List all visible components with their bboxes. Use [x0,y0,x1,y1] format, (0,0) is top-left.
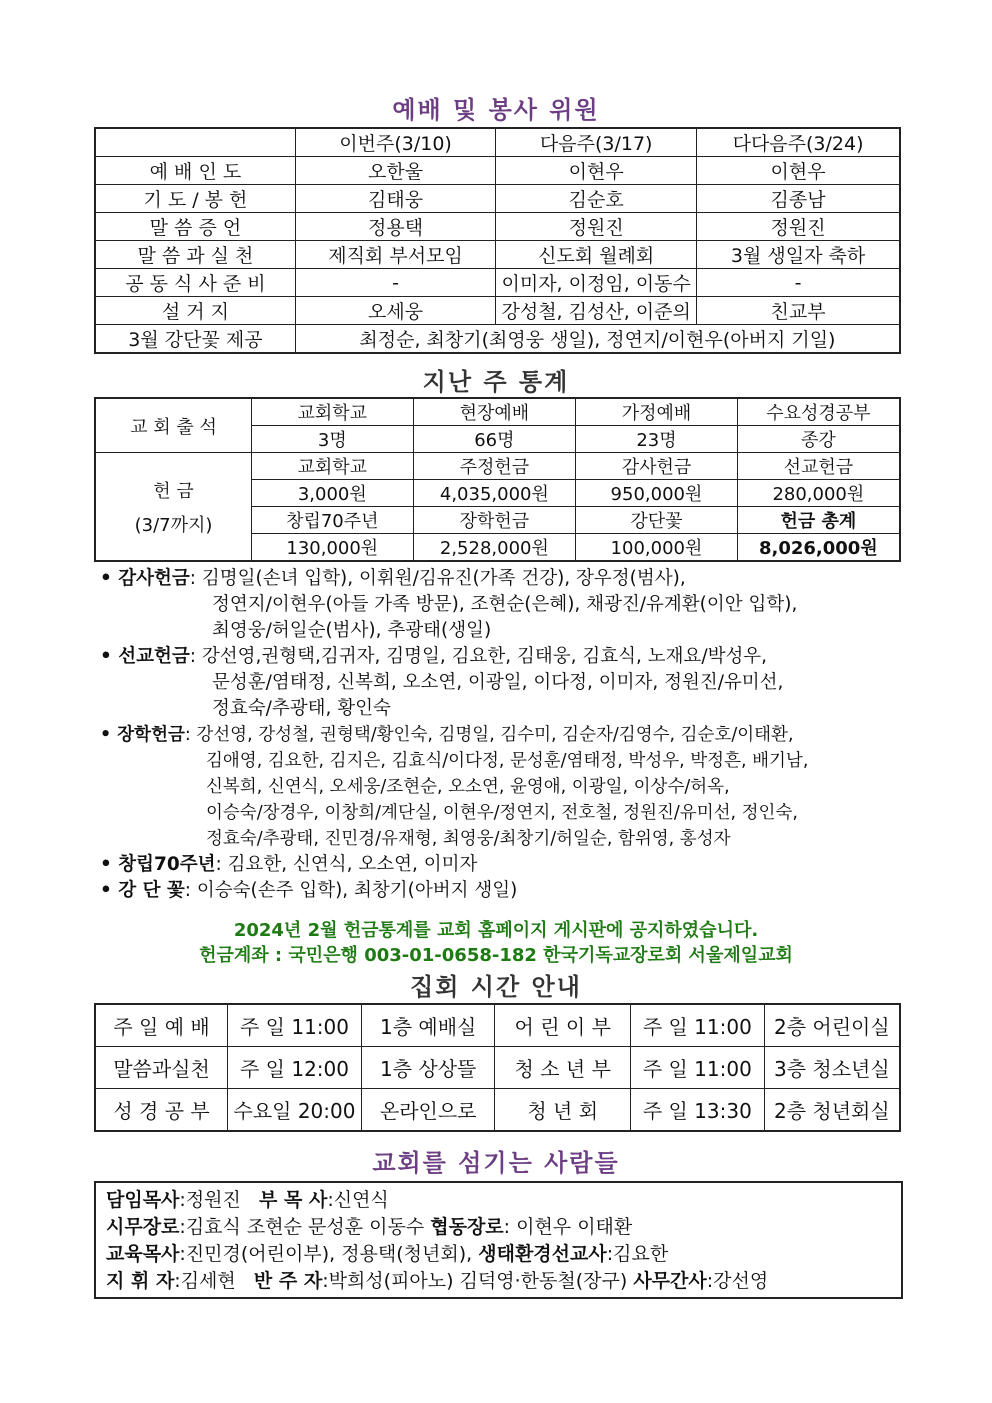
worship-table [94,127,901,354]
notice-line-2: 헌금계좌 : 국민은행 003-01-0658-182 한국기독교장로회 서울제일교회 [199,945,793,966]
staff-line: 담임목사:정원진 부 목 사:신연식 [106,1189,389,1211]
table-row: 3명 66명 23명 종강 [95,426,900,453]
table-row: 말씀과실천 주 일 12:00 1층 상상뜰 청 소 년 부 주 일 11:00 3층 청소년실 [95,1047,900,1089]
row-label: 기 도 / 봉 헌 [95,185,295,213]
total-label: 헌금 총계 [737,507,900,534]
donation-list [100,566,910,904]
table-row: 헌 금 (3/7까지) 교회학교 주정헌금 감사헌금 선교헌금 [95,453,900,480]
table-row: 말 씀 증 언 정용택 정원진 정원진 [95,213,900,241]
row-label: 3월 강단꽃 제공 [95,325,295,354]
list-item: • 강 단 꽃: 이승숙(손주 입학), 최창기(아버지 생일) [100,880,518,901]
staff-line: 지 휘 자:김세현 반 주 자:박희성(피아노) 김덕영·한동철(장구) 사무간사:강선영 [106,1270,769,1292]
list-item: • 감사헌금: 김명일(손녀 입학), 이휘원/김유진(가족 건강), 장우정(범사), 정연지/이현우(아들 가족 방문), 조현순(은혜), 채광진/유계환(이안 입학), 최영웅/허일순(범사), 추광태(생일) [100,568,798,641]
table-row: 130,000원 2,528,000원 100,000원 8,026,000원 [95,534,900,562]
stats-title: 지난 주 통계 [422,368,570,396]
table-row: 주 일 예 배 주 일 11:00 1층 예배실 어 린 이 부 주 일 11:00 2층 어린이실 [95,1004,900,1047]
worship-title: 예배 및 봉사 위원 [392,96,600,124]
column-header: 이번주(3/10) [295,128,495,157]
staff-line: 시무장로:김효식 조현순 문성훈 이동수 협동장로: 이현우 이태환 [106,1216,633,1238]
staff-title: 교회를 섬기는 사람들 [372,1149,620,1177]
list-item: • 장학헌금: 강선영, 강성철, 권형택/황인숙, 김명일, 김수미, 김순자/김영수, 김순호/이태환, 김애영, 김요한, 김지은, 김효식/이다정, 문성훈/염태정, 박성우, 박정흔, 배기남, 신복희, 신연식, 오세웅/조현순, 오소연, 윤영애, 이광일, 이상수/허옥, 이승숙/장경우, 이창희/계단실, 이현우/정연지, 전호철, 정원진/유미선, 정인숙, 정효숙/추광태, 진민경/유재형, 최영웅/최창기/허일순, 함위영, 홍성자 [100,725,809,849]
staff-box [94,1181,903,1299]
notice-line-1: 2024년 2월 헌금통계를 교회 홈페이지 게시판에 공지하였습니다. [233,920,759,941]
offering-label: 헌 금 (3/7까지) [95,453,252,562]
row-label: 예 배 인 도 [95,157,295,185]
table-row: 예 배 인 도 오한울 이현우 이현우 [95,157,900,185]
table-row: 성 경 공 부 수요일 20:00 온라인으로 청 년 회 주 일 13:30 2층 청년회실 [95,1089,900,1132]
table-row: 3,000원 4,035,000원 950,000원 280,000원 [95,480,900,507]
column-header: 다다음주(3/24) [697,128,900,157]
table-row: 설 거 지 오세웅 강성철, 김성산, 이준의 친교부 [95,297,900,325]
column-header: 다음주(3/17) [496,128,697,157]
table-row [95,128,900,157]
attendance-label: 교 회 출 석 [95,398,252,453]
table-row: 교 회 출 석 교회학교 현장예배 가정예배 수요성경공부 [95,398,900,426]
staff-line: 교육목사:진민경(어린이부), 정용택(청년회), 생태환경선교사:김요한 [106,1243,669,1265]
table-row: 창립70주년 장학헌금 강단꽃 헌금 총계 [95,507,900,534]
table-row: 공 동 식 사 준 비 - 이미자, 이정임, 이동수 - [95,269,900,297]
list-item: • 선교헌금: 강선영,권형택,김귀자, 김명일, 김요한, 김태웅, 김효식, 노재요/박성우, 문성훈/염태정, 신복희, 오소연, 이광일, 이다정, 이미자, 정원진/유미선, 정효숙/추광태, 황인숙 [100,646,784,719]
table-row [95,325,900,354]
row-label: 설 거 지 [95,297,295,325]
stats-table [94,397,901,562]
row-label: 말 씀 증 언 [95,213,295,241]
total-value: 8,026,000원 [737,534,900,562]
row-label: 공 동 식 사 준 비 [95,269,295,297]
table-row: 말 씀 과 실 천 제직회 부서모임 신도회 월례회 3월 생일자 축하 [95,241,900,269]
meetings-title: 집회 시간 안내 [410,973,582,1001]
table-row: 기 도 / 봉 헌 김태웅 김순호 김종남 [95,185,900,213]
list-item: • 창립70주년: 김요한, 신연식, 오소연, 이미자 [100,854,478,875]
flower-value: 최정순, 최창기(최영웅 생일), 정연지/이현우(아버지 기일) [295,325,900,354]
meetings-table [94,1003,901,1132]
row-label: 말 씀 과 실 천 [95,241,295,269]
